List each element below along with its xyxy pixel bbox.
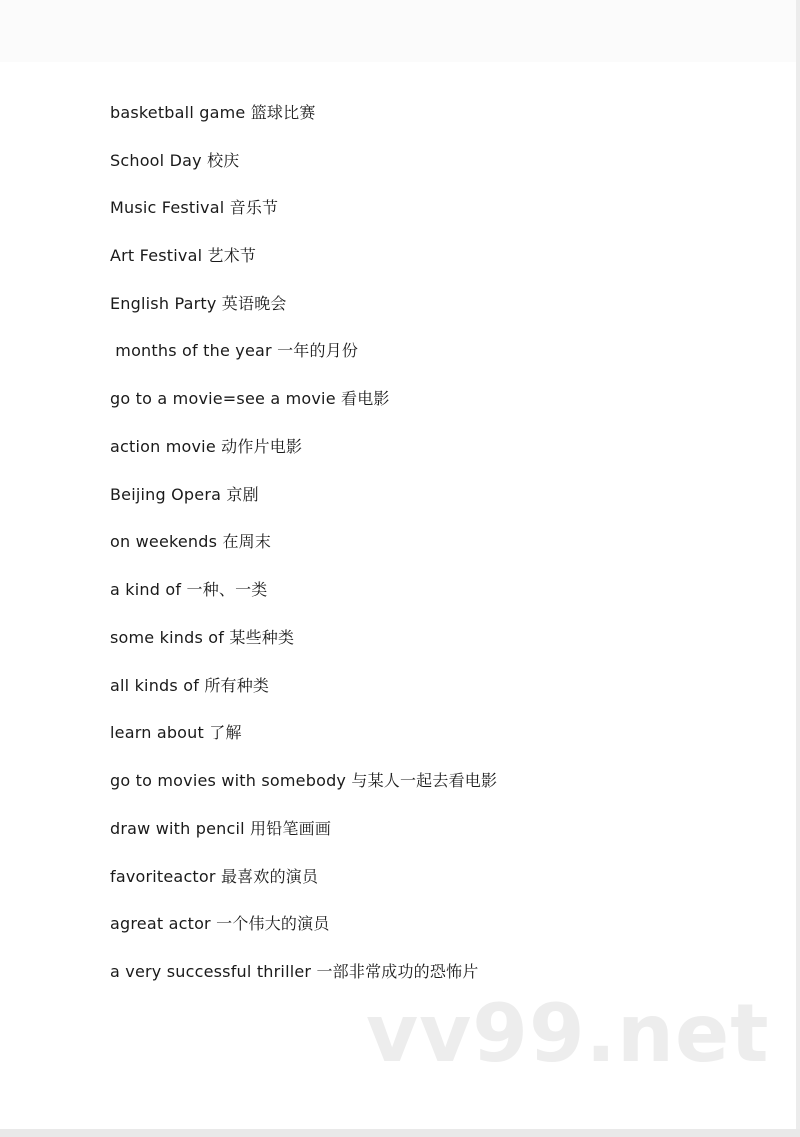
vocab-line-5: English Party 英语晚会 (110, 294, 287, 313)
vocab-line-2: School Day 校庆 (110, 151, 240, 170)
vocab-line-19: a very successful thriller 一部非常成功的恐怖片 (110, 962, 479, 981)
vocab-line-18: agreat actor 一个伟大的演员 (110, 914, 330, 933)
vocab-line-12: some kinds of 某些种类 (110, 628, 295, 647)
watermark: vv99.net (366, 987, 770, 1080)
vocab-line-7: go to a movie=see a movie 看电影 (110, 389, 390, 408)
vocab-line-3: Music Festival 音乐节 (110, 198, 279, 217)
vocab-line-15: go to movies with somebody 与某人一起去看电影 (110, 771, 498, 790)
vocab-line-11: a kind of 一种、一类 (110, 580, 268, 599)
page-header-band (0, 0, 796, 62)
vocab-line-16: draw with pencil 用铅笔画画 (110, 819, 332, 838)
vocab-line-13: all kinds of 所有种类 (110, 676, 270, 695)
vocab-line-10: on weekends 在周末 (110, 532, 272, 551)
vocab-line-9: Beijing Opera 京剧 (110, 485, 259, 504)
page-right-edge (796, 0, 800, 1137)
vocab-line-1: basketball game 篮球比赛 (110, 103, 316, 122)
vocab-line-8: action movie 动作片电影 (110, 437, 303, 456)
vocab-line-6: months of the year 一年的月份 (110, 341, 359, 360)
vocab-line-17: favoriteactor 最喜欢的演员 (110, 867, 319, 886)
vocab-line-4: Art Festival 艺术节 (110, 246, 257, 265)
vocab-line-14: learn about 了解 (110, 723, 242, 742)
page-bottom-edge (0, 1129, 800, 1137)
